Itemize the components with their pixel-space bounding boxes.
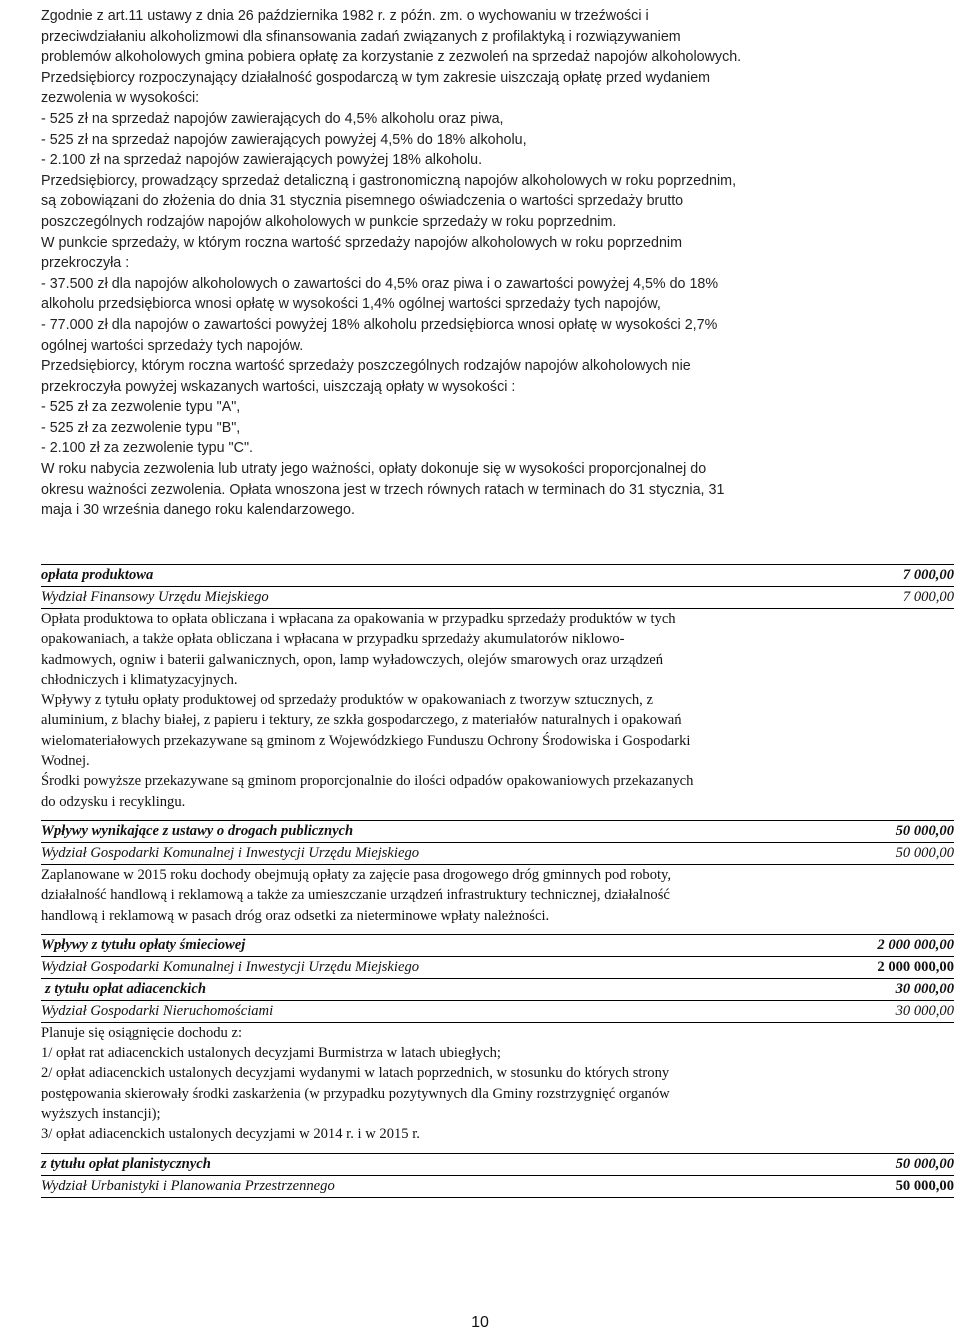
- text-line: 2/ opłat adiacenckich ustalonych decyzjami wydanymi w latach poprzednich, w stosunku do których strony: [41, 1065, 670, 1082]
- section-header-waste-fee: [41, 934, 954, 957]
- department-name: Wydział Finansowy Urzędu Miejskiego: [41, 589, 269, 605]
- text-line: kadmowych, ogniw i baterii galwanicznych, opon, lamp wyładowczych, olejów smarowych oraz urządzeń: [41, 651, 664, 668]
- section-amount: 30 000,00: [895, 980, 954, 997]
- department-name: Wydział Gospodarki Komunalnej i Inwestycji Urzędu Miejskiego: [41, 844, 420, 861]
- department-amount: 30 000,00: [895, 1002, 954, 1019]
- text-line: są zobowiązani do złożenia do dnia 31 stycznia pisemnego oświadczenia o wartości sprzedaży brutto: [41, 193, 684, 210]
- department-amount: 50 000,00: [895, 844, 954, 861]
- text-line: wielomateriałowych przekazywane są gminom z Wojewódzkiego Funduszu Ochrony Środowiska i Gospodarki: [41, 732, 691, 749]
- department-name: Wydział Gospodarki Nieruchomościami: [41, 1002, 274, 1019]
- text-line: przeciwdziałaniu alkoholizmowi dla sfinansowania zadań związanych z profilaktyką i rozwiązywaniem: [41, 28, 681, 45]
- page-number: 10: [471, 1314, 489, 1331]
- section-amount: 2 000 000,00: [877, 936, 954, 953]
- department-row: [41, 843, 954, 865]
- text-line: Planuje się osiągnięcie dochodu z:: [41, 1024, 243, 1041]
- text-line: Środki powyższe przekazywane są gminom proporcjonalnie do ilości odpadów opakowaniowych przekazanych: [41, 773, 694, 790]
- section-header-planning-fees: [41, 1153, 954, 1176]
- section-description: [41, 865, 954, 926]
- section-title: Wpływy z tytułu opłaty śmieciowej: [41, 936, 246, 953]
- text-line: handlową i reklamową w pasach dróg oraz odsetki za nieterminowe wpłaty należności.: [41, 907, 550, 924]
- department-amount: 7 000,00: [902, 589, 954, 605]
- text-line: chłodniczych i klimatyzacyjnych.: [41, 671, 238, 688]
- section-title: opłata produktowa: [41, 567, 154, 583]
- text-line: aluminium, z blachy białej, z papieru i tektury, ze szkła gospodarczego, z materiałów naturalnych i opakowań: [41, 712, 682, 729]
- text-line: wyższych instancji);: [41, 1106, 161, 1123]
- text-line: Opłata produktowa to opłata obliczana i wpłacana za opakowania w przypadku sprzedaży produktów w tych: [41, 611, 676, 627]
- section-description: [41, 609, 954, 812]
- text-line: działalność handlową i reklamową a także za umieszczanie urządzeń infrastruktury technicznej, działalność: [41, 887, 670, 904]
- text-line: W roku nabycia zezwolenia lub utraty jego ważności, opłaty dokonuje się w wysokości proporcjonalnej do: [41, 461, 707, 478]
- text-line: - 525 zł na sprzedaż napojów zawierających powyżej 4,5% do 18% alkoholu,: [41, 131, 527, 148]
- text-line: - 77.000 zł dla napojów o zawartości powyżej 18% alkoholu przedsiębiorca wnosi opłatę w wysokości 2,7%: [41, 316, 718, 333]
- text-line: alkoholu przedsiębiorca wnosi opłatę w wysokości 1,4% ogólnej wartości sprzedaży tych napojów,: [41, 296, 661, 313]
- section-amount: 50 000,00: [895, 1155, 954, 1172]
- alcohol-fee-description: [41, 6, 921, 521]
- text-line: - 525 zł za zezwolenie typu "B",: [41, 419, 241, 436]
- text-line: - 37.500 zł dla napojów alkoholowych o zawartości do 4,5% oraz piwa i o zawartości powyżej 4,5% do 18%: [41, 275, 719, 292]
- section-title: z tytułu opłat adiacenckich: [45, 980, 206, 997]
- top-text-block: [41, 6, 921, 521]
- text-line: Wpływy z tytułu opłaty produktowej od sprzedaży produktów w opakowaniach z tworzyw sztucznych, z: [41, 692, 653, 709]
- text-line: 1/ opłat rat adiacenckich ustalonych decyzjami Burmistrza w latach ubiegłych;: [41, 1045, 501, 1062]
- section-title: Wpływy wynikające z ustawy o drogach publicznych: [41, 822, 354, 839]
- department-amount: 50 000,00: [895, 1177, 954, 1194]
- text-line: do odzysku i recyklingu.: [41, 793, 186, 810]
- text-line: problemów alkoholowych gmina pobiera opłatę za korzystanie z zezwoleń na sprzedaż napojów alkoholowych.: [41, 49, 742, 66]
- revenue-sections: [41, 564, 954, 1198]
- section-amount: 7 000,00: [902, 567, 954, 583]
- text-line: ogólnej wartości sprzedaży tych napojów.: [41, 337, 304, 354]
- department-row: [41, 1001, 954, 1023]
- text-line: poszczególnych rodzajów napojów alkoholowych w punkcie sprzedaży w roku poprzednim.: [41, 213, 617, 230]
- section-header-adjacency-fees: [41, 979, 954, 1001]
- section-title: z tytułu opłat planistycznych: [41, 1155, 211, 1172]
- text-line: - 525 zł za zezwolenie typu "A",: [41, 399, 241, 416]
- department-name: Wydział Urbanistyki i Planowania Przestrzennego: [41, 1177, 335, 1194]
- text-line: Zgodnie z art.11 ustawy z dnia 26 października 1982 r. z późn. zm. o wychowaniu w trzeźwości i: [41, 8, 649, 24]
- section-header-public-roads: [41, 820, 954, 843]
- text-line: okresu ważności zezwolenia. Opłata wnoszona jest w trzech równych ratach w terminach do 31 stycznia, 31: [41, 481, 725, 498]
- text-line: 3/ opłat adiacenckich ustalonych decyzjami w 2014 r. i w 2015 r.: [41, 1126, 420, 1143]
- section-header-product-fee: [41, 564, 954, 587]
- text-line: W punkcie sprzedaży, w którym roczna wartość sprzedaży napojów alkoholowych w roku poprzednim: [41, 234, 682, 251]
- text-line: przekroczyła :: [41, 255, 130, 272]
- text-line: zezwolenia w wysokości:: [41, 90, 200, 107]
- department-row: [41, 1176, 954, 1198]
- text-line: - 525 zł na sprzedaż napojów zawierających do 4,5% alkoholu oraz piwa,: [41, 110, 504, 127]
- text-line: opakowaniach, a także opłata obliczana i wpłacana w przypadku sprzedaży akumulatorów niklowo-: [41, 631, 625, 648]
- department-row: [41, 587, 954, 609]
- text-line: Przedsiębiorcy, prowadzący sprzedaż detaliczną i gastronomiczną napojów alkoholowych w roku poprzednim,: [41, 172, 737, 189]
- section-amount: 50 000,00: [895, 822, 954, 839]
- department-row: [41, 957, 954, 979]
- text-line: - 2.100 zł na sprzedaż napojów zawierających powyżej 18% alkoholu.: [41, 152, 483, 169]
- department-name: Wydział Gospodarki Komunalnej i Inwestycji Urzędu Miejskiego: [41, 958, 420, 975]
- text-line: Przedsiębiorcy rozpoczynający działalność gospodarczą w tym zakresie uiszczają opłatę przed wydaniem: [41, 69, 711, 86]
- text-line: Wodnej.: [41, 753, 90, 770]
- text-line: Zaplanowane w 2015 roku dochody obejmują opłaty za zajęcie pasa drogowego dróg gminnych pod roboty,: [41, 866, 672, 883]
- text-line: - 2.100 zł za zezwolenie typu "C".: [41, 440, 253, 457]
- text-line: Przedsiębiorcy, którym roczna wartość sprzedaży poszczególnych rodzajów napojów alkoholowych nie: [41, 358, 691, 375]
- text-line: postępowania skierowały środki zaskarżenia (w przypadku pozytywnych dla Gminy rozstrzygnięć organów: [41, 1085, 670, 1102]
- section-description: [41, 1023, 954, 1145]
- text-line: przekroczyła powyżej wskazanych wartości, uiszczają opłaty w wysokości :: [41, 378, 516, 395]
- text-line: maja i 30 września danego roku kalendarzowego.: [41, 502, 355, 519]
- department-amount: 2 000 000,00: [877, 958, 954, 975]
